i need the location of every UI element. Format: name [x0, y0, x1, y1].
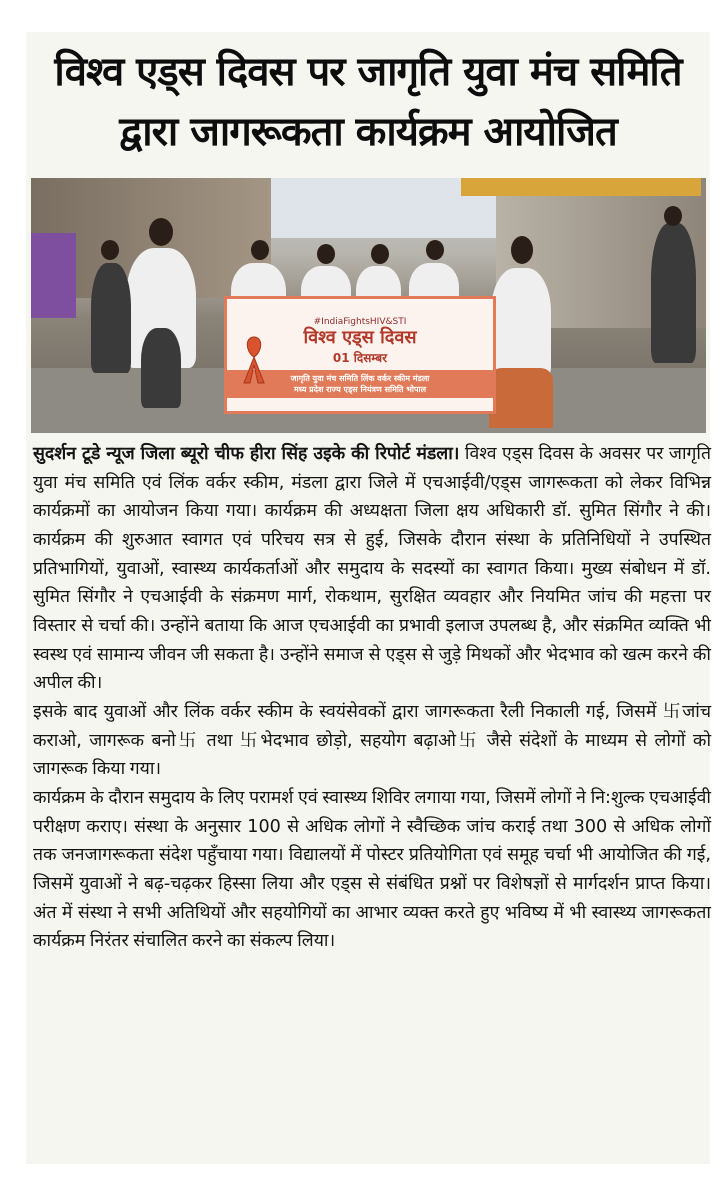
red-ribbon-icon: [241, 335, 267, 385]
headline: [26, 32, 710, 177]
banner-date: 01 दिसम्बर: [332, 351, 388, 365]
shop-awning: [461, 178, 701, 196]
banner-line-1: जागृति युवा मंच समिति लिंक वर्कर स्कीम मंडला: [290, 374, 430, 383]
banner-line-2: मध्य प्रदेश राज्य एड्स नियंत्रण समिति भोपाल: [293, 385, 427, 394]
article-paragraph-2: इसके बाद युवाओं और लिंक वर्कर स्कीम के स्वयंसेवकों द्वारा जागरूकता रैली निकाली गई, जिसमें 卐जांच कराओ, जागरूक बनो卐 तथा 卐भेदभाव छोड़ो, सहयोग बढ़ाओ卐 जैसे संदेशों के माध्यम से लोगों को जागरूक किया गया।: [33, 701, 711, 780]
person-head: [511, 236, 533, 264]
person-head: [149, 218, 173, 246]
article-paragraph-1: [33, 440, 711, 698]
person-woman-right: [491, 268, 551, 378]
byline: सुदर्शन टूडे न्यूज जिला ब्यूरो चीफ हीरा सिंह उइके की रिपोर्ट मंडला।: [33, 444, 460, 464]
person-man-trousers: [141, 328, 181, 408]
person-head: [317, 244, 335, 264]
headline-line-1: विश्व एड्स दिवस पर जागृति युवा मंच समिति: [54, 49, 682, 95]
person-head: [664, 206, 682, 226]
article-body: [33, 440, 711, 956]
headline-line-2: द्वारा जागरूकता कार्यक्रम आयोजित: [119, 109, 617, 155]
rally-photo: [31, 178, 706, 433]
newspaper-clipping: [26, 32, 710, 1164]
banner-hashtag: #IndiaFightsHIV&STI: [313, 317, 407, 327]
paragraph-1-text: विश्व एड्स दिवस के अवसर पर जागृति युवा मंच समिति एवं लिंक वर्कर स्कीम, मंडला द्वारा जिले में एचआईवी/एड्स जागरूकता को लेकर विभिन्न कार्यक्रमों का आयोजन किया गया। कार्यक्रम की अध्यक्षता जिला क्षय अधिकारी डॉ. सुमित सिंगौर ने की। कार्यक्रम की शुरुआत स्वागत एवं परिचय सत्र से हुई, जिसके दौरान संस्था के प्रतिनिधियों ने उपस्थित प्रतिभागियों, युवाओं, स्वास्थ्य कार्यकर्ताओं और समुदाय के सदस्यों का स्वागत किया। मुख्य संबोधन में डॉ. सुमित सिंगौर ने एचआईवी के संक्रमण मार्ग, रोकथाम, सुरक्षित व्यवहार और नियमित जांच की महत्ता पर विस्तार से चर्चा की। उन्होंने बताया कि आज एचआईवी का प्रभावी इलाज उपलब्ध है, और संक्रमित व्यक्ति भी स्वस्थ एवं सामान्य जीवन जी सकता है। उन्होंने समाज से एड्स से जुड़े मिथकों और भेदभाव को खत्म करने की अपील की।: [33, 444, 711, 694]
person-skirt: [489, 368, 553, 428]
person-head: [101, 240, 119, 260]
person-head: [371, 244, 389, 264]
purple-sign: [31, 233, 76, 318]
person-shopkeeper: [651, 223, 696, 363]
person-head: [251, 240, 269, 260]
article-paragraph-3: कार्यक्रम के दौरान समुदाय के लिए परामर्श एवं स्वास्थ्य शिविर लगाया गया, जिसमें लोगों ने नि:शुल्क एचआईवी परीक्षण कराए। संस्था के अनुसार 100 से अधिक लोगों ने स्वैच्छिक जांच कराई तथा 300 से अधिक लोगों तक जनजागरूकता संदेश पहुँचाया गया। विद्यालयों में पोस्टर प्रतियोगिता एवं समूह चर्चा भी आयोजित की गई, जिसमें युवाओं ने बढ़-चढ़कर हिस्सा लिया और एड्स से संबंधित प्रश्नों पर विशेषज्ञों से मार्गदर्शन प्राप्त किया। अंत में संस्था ने सभी अतिथियों और सहयोगियों का आभार व्यक्त करते हुए भविष्य में भी स्वास्थ्य जागरूकता कार्यक्रम निरंतर संचालित करने का संकल्प लिया।: [33, 787, 711, 952]
person-head: [426, 240, 444, 260]
person-left: [91, 263, 131, 373]
banner-title: विश्व एड्स दिवस: [303, 327, 417, 348]
rally-banner: [224, 296, 496, 414]
